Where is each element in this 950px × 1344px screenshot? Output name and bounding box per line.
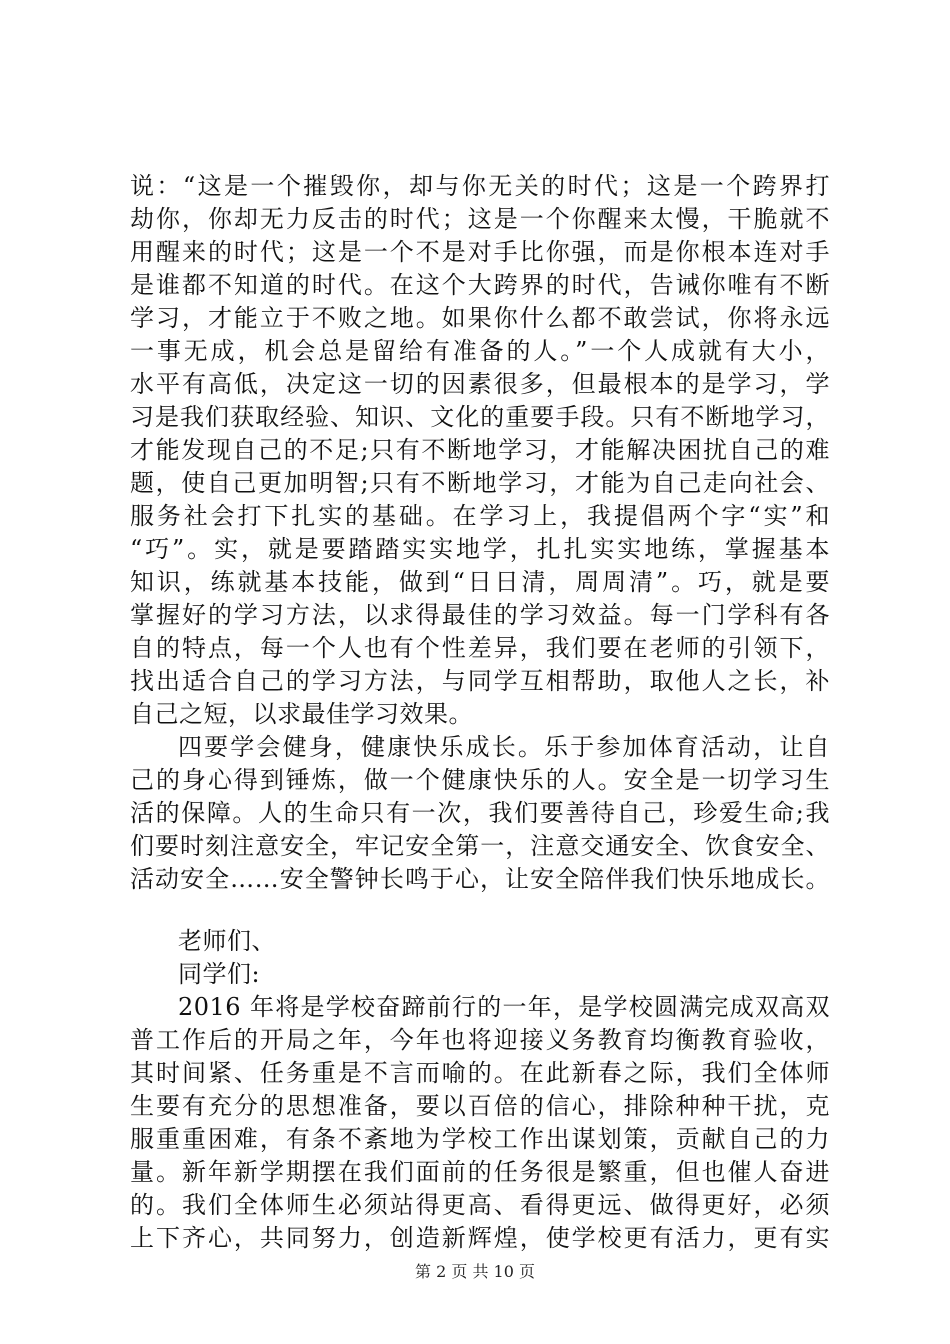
text-line: 生要有充分的思想准备，要以百倍的信心，排除种种干扰，克	[130, 1092, 830, 1120]
text-line: 的。我们全体师生必须站得更高、看得更远、做得更好，必须	[130, 1191, 830, 1219]
text-line: 活动安全……安全警钟长鸣于心，让安全陪伴我们快乐地成长。	[130, 865, 830, 893]
text-line: 2016 年将是学校奋蹄前行的一年，是学校圆满完成双高双	[178, 993, 830, 1021]
text-line: 一事无成，机会总是留给有准备的人。”一个人成就有大小，	[130, 337, 830, 365]
page-number-footer: 第 2 页 共 10 页	[415, 1262, 535, 1281]
text-line: 才能发现自己的不足;只有不断地学习，才能解决困扰自己的难	[130, 436, 830, 464]
text-line: 找出适合自己的学习方法，与同学互相帮助，取他人之长，补	[130, 667, 830, 695]
text-line: 题，使自己更加明智;只有不断地学习，才能为自己走向社会、	[130, 469, 830, 497]
text-line: 服重重困难，有条不紊地为学校工作出谋划策，贡献自己的力	[130, 1125, 830, 1153]
text-line: 普工作后的开局之年，今年也将迎接义务教育均衡教育验收，	[130, 1026, 830, 1054]
text-line: 掌握好的学习方法，以求得最佳的学习效益。每一门学科有各	[130, 601, 830, 629]
text-line: 四要学会健身，健康快乐成长。乐于参加体育活动，让自	[178, 733, 830, 761]
text-line: 习是我们获取经验、知识、文化的重要手段。只有不断地学习，	[130, 403, 830, 431]
text-line: 服务社会打下扎实的基础。在学习上，我提倡两个字“实”和	[130, 502, 830, 530]
text-line: 学习，才能立于不败之地。如果你什么都不敢尝试，你将永远	[130, 304, 830, 332]
text-line: 其时间紧、任务重是不言而喻的。在此新春之际，我们全体师	[130, 1059, 830, 1087]
text-line: 知识，练就基本技能，做到“日日清，周周清”。巧，就是要	[130, 568, 830, 596]
text-line: 自己之短，以求最佳学习效果。	[130, 700, 473, 728]
text-line: 活的保障。人的生命只有一次，我们要善待自己，珍爱生命;我	[130, 799, 830, 827]
text-line: 量。新年新学期摆在我们面前的任务很是繁重，但也催人奋进	[130, 1158, 830, 1186]
text-line: 劫你，你却无力反击的时代；这是一个你醒来太慢，干脆就不	[130, 205, 830, 233]
text-line: 己的身心得到锤炼，做一个健康快乐的人。安全是一切学习生	[130, 766, 830, 794]
text-line: 自的特点，每一个人也有个性差异，我们要在老师的引领下，	[130, 634, 830, 662]
text-line: 用醒来的时代；这是一个不是对手比你强，而是你根本连对手	[130, 238, 830, 266]
text-line: 是谁都不知道的时代。在这个大跨界的时代，告诫你唯有不断	[130, 271, 830, 299]
text-line: 说：“这是一个摧毁你，却与你无关的时代；这是一个跨界打	[130, 172, 830, 200]
text-line: “巧”。实，就是要踏踏实实地学，扎扎实实地练，掌握基本	[130, 535, 830, 563]
text-line: 水平有高低，决定这一切的因素很多，但最根本的是学习，学	[130, 370, 830, 398]
salutation-teachers: 老师们、	[178, 927, 276, 955]
text-line: 们要时刻注意安全，牢记安全第一，注意交通安全、饮食安全、	[130, 832, 830, 860]
salutation-students: 同学们:	[178, 960, 261, 988]
text-line: 上下齐心，共同努力，创造新辉煌，使学校更有活力，更有实	[130, 1224, 830, 1252]
